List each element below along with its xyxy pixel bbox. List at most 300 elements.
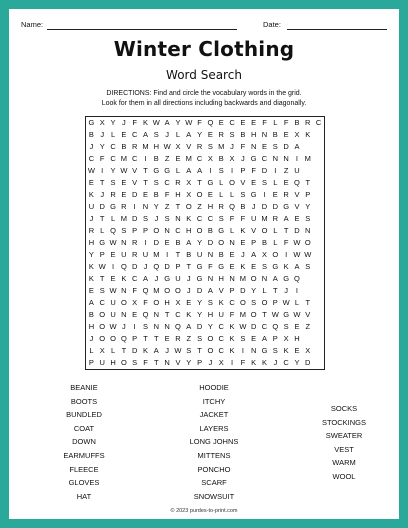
grid-letter[interactable]: E (240, 118, 246, 128)
grid-letter[interactable]: S (229, 130, 235, 140)
grid-letter[interactable]: C (229, 118, 235, 128)
grid-letter[interactable]: Z (197, 202, 202, 212)
grid-letter[interactable]: N (229, 238, 235, 248)
grid-letter[interactable]: J (143, 262, 148, 272)
grid-letter[interactable]: B (261, 238, 267, 248)
grid-letter[interactable]: C (207, 214, 214, 224)
grid-letter[interactable]: C (131, 130, 138, 140)
grid-letter[interactable]: G (207, 178, 214, 188)
grid-letter[interactable]: S (186, 346, 192, 356)
grid-letter[interactable]: S (305, 262, 311, 272)
grid-letter[interactable]: N (175, 214, 181, 224)
grid-letter[interactable]: S (261, 178, 267, 188)
grid-letter[interactable]: O (207, 346, 214, 356)
grid-letter[interactable]: L (110, 346, 116, 356)
grid-letter[interactable]: N (272, 154, 279, 164)
grid-letter[interactable]: L (219, 190, 224, 200)
grid-letter[interactable]: E (294, 346, 300, 356)
grid-letter[interactable]: A (142, 130, 148, 140)
grid-letter[interactable]: P (272, 334, 278, 344)
grid-letter[interactable]: Y (305, 202, 311, 212)
grid-letter[interactable]: O (99, 322, 106, 332)
grid-letter[interactable]: K (283, 262, 289, 272)
grid-letter[interactable]: X (186, 190, 192, 200)
grid-letter[interactable]: L (273, 118, 278, 128)
grid-letter[interactable]: H (250, 130, 257, 140)
grid-letter[interactable]: B (153, 190, 159, 200)
grid-letter[interactable]: H (175, 190, 181, 200)
grid-letter[interactable]: D (294, 226, 300, 236)
grid-letter[interactable]: E (110, 274, 116, 284)
grid-letter[interactable]: O (153, 226, 160, 236)
grid-letter[interactable]: U (196, 250, 203, 260)
grid-letter[interactable]: F (229, 214, 235, 224)
grid-letter[interactable]: S (272, 346, 278, 356)
grid-letter[interactable]: A (261, 334, 267, 344)
grid-letter[interactable]: W (239, 322, 247, 332)
grid-letter[interactable]: R (175, 178, 181, 188)
grid-letter[interactable]: F (143, 358, 148, 368)
grid-letter[interactable]: B (218, 250, 224, 260)
grid-letter[interactable]: P (132, 226, 138, 236)
grid-letter[interactable]: I (209, 166, 212, 176)
grid-letter[interactable]: X (175, 298, 181, 308)
grid-letter[interactable]: W (109, 238, 117, 248)
grid-letter[interactable]: F (283, 118, 289, 128)
grid-letter[interactable]: Q (229, 202, 235, 212)
grid-letter[interactable]: E (251, 178, 257, 188)
grid-letter[interactable]: Y (197, 310, 203, 320)
grid-letter[interactable]: W (293, 310, 301, 320)
grid-letter[interactable]: K (218, 298, 224, 308)
grid-letter[interactable]: N (121, 310, 127, 320)
grid-letter[interactable]: I (144, 154, 147, 164)
grid-letter[interactable]: I (133, 322, 136, 332)
grid-letter[interactable]: O (218, 238, 225, 248)
grid-letter[interactable]: Q (142, 286, 149, 296)
grid-letter[interactable]: E (175, 154, 181, 164)
grid-letter[interactable]: G (272, 262, 279, 272)
grid-letter[interactable]: L (273, 238, 278, 248)
grid-letter[interactable]: J (154, 214, 159, 224)
grid-letter[interactable]: G (261, 346, 268, 356)
grid-letter[interactable]: I (230, 166, 234, 176)
grid-letter[interactable]: E (240, 238, 246, 248)
grid-letter[interactable]: G (164, 274, 171, 284)
grid-letter[interactable]: E (121, 178, 127, 188)
grid-letter[interactable]: E (207, 190, 213, 200)
grid-letter[interactable]: O (185, 202, 192, 212)
grid-letter[interactable]: T (143, 178, 148, 188)
grid-letter[interactable]: A (207, 286, 213, 296)
grid-letter[interactable]: P (197, 358, 203, 368)
grid-letter[interactable]: V (305, 310, 311, 320)
grid-letter[interactable]: D (131, 190, 138, 200)
grid-letter[interactable]: J (284, 286, 288, 296)
grid-letter[interactable]: E (132, 310, 138, 320)
grid-letter[interactable]: K (229, 346, 235, 356)
grid-letter[interactable]: B (186, 250, 192, 260)
grid-letter[interactable]: M (120, 214, 127, 224)
grid-letter[interactable]: H (186, 226, 192, 236)
grid-letter[interactable]: O (261, 226, 268, 236)
grid-letter[interactable]: R (196, 142, 203, 152)
grid-letter[interactable]: E (142, 190, 148, 200)
grid-letter[interactable]: K (240, 262, 246, 272)
grid-letter[interactable]: C (218, 346, 224, 356)
grid-letter[interactable]: I (166, 250, 169, 260)
grid-letter[interactable]: P (88, 358, 94, 368)
grid-letter[interactable]: A (272, 274, 278, 284)
grid-letter[interactable]: S (164, 214, 170, 224)
grid-letter[interactable]: U (294, 166, 300, 176)
grid-letter[interactable]: W (109, 286, 117, 296)
grid-letter[interactable]: M (153, 286, 160, 296)
grid-letter[interactable]: K (88, 274, 94, 284)
grid-letter[interactable]: C (175, 310, 181, 320)
grid-letter[interactable]: W (293, 250, 301, 260)
grid-letter[interactable]: T (143, 334, 148, 344)
grid-letter[interactable]: Y (251, 286, 257, 296)
grid-letter[interactable]: S (197, 334, 203, 344)
grid-letter[interactable]: Q (142, 310, 149, 320)
grid-letter[interactable]: K (261, 358, 267, 368)
grid-letter[interactable]: F (143, 298, 148, 308)
grid-letter[interactable]: Y (88, 250, 94, 260)
grid-letter[interactable]: S (218, 214, 224, 224)
grid-letter[interactable]: E (164, 334, 170, 344)
grid-letter[interactable]: B (121, 142, 127, 152)
grid-letter[interactable]: C (131, 274, 138, 284)
grid-letter[interactable]: X (261, 250, 267, 260)
grid-letter[interactable]: L (273, 226, 278, 236)
grid-letter[interactable]: X (175, 142, 181, 152)
grid-letter[interactable]: S (153, 130, 159, 140)
grid-letter[interactable]: X (305, 346, 311, 356)
grid-letter[interactable]: G (153, 166, 160, 176)
grid-letter[interactable]: E (121, 190, 127, 200)
grid-letter[interactable]: M (218, 142, 225, 152)
grid-letter[interactable]: P (240, 166, 246, 176)
grid-letter[interactable]: T (175, 250, 181, 260)
grid-letter[interactable]: E (261, 142, 267, 152)
grid-letter[interactable]: F (132, 286, 137, 296)
grid-letter[interactable]: B (153, 154, 159, 164)
grid-letter[interactable]: I (285, 250, 288, 260)
grid-letter[interactable]: Q (207, 118, 214, 128)
grid-letter[interactable]: D (305, 358, 311, 368)
grid-letter[interactable]: N (153, 310, 160, 320)
grid-letter[interactable]: G (283, 274, 290, 284)
grid-letter[interactable]: R (283, 190, 289, 200)
grid-letter[interactable]: H (207, 310, 214, 320)
grid-letter[interactable]: I (133, 202, 136, 212)
grid-letter[interactable]: U (88, 202, 95, 212)
grid-letter[interactable]: G (218, 226, 225, 236)
grid-letter[interactable]: T (154, 334, 159, 344)
grid-letter[interactable]: Y (197, 130, 203, 140)
grid-letter[interactable]: A (142, 274, 148, 284)
grid-letter[interactable]: I (144, 238, 147, 248)
grid-letter[interactable]: H (218, 274, 224, 284)
grid-letter[interactable]: W (271, 310, 279, 320)
grid-letter[interactable]: W (98, 262, 106, 272)
grid-letter[interactable]: N (121, 286, 127, 296)
grid-letter[interactable]: U (175, 274, 181, 284)
grid-letter[interactable]: S (132, 358, 138, 368)
grid-letter[interactable]: I (295, 154, 298, 164)
grid-letter[interactable]: T (121, 346, 127, 356)
grid-letter[interactable]: C (110, 142, 116, 152)
grid-letter[interactable]: O (153, 298, 160, 308)
grid-letter[interactable]: S (153, 178, 159, 188)
grid-letter[interactable]: U (218, 310, 224, 320)
grid-letter[interactable]: K (88, 190, 94, 200)
grid-letter[interactable]: L (229, 226, 235, 236)
grid-letter[interactable]: F (132, 118, 137, 128)
grid-letter[interactable]: M (153, 250, 160, 260)
grid-letter[interactable]: K (229, 334, 235, 344)
grid-letter[interactable]: L (262, 286, 267, 296)
grid-letter[interactable]: D (153, 238, 160, 248)
grid-letter[interactable]: I (241, 346, 244, 356)
grid-letter[interactable]: H (294, 334, 300, 344)
grid-letter[interactable]: K (251, 358, 257, 368)
grid-letter[interactable]: X (99, 118, 105, 128)
grid-letter[interactable]: Z (164, 202, 170, 212)
grid-letter[interactable]: T (99, 274, 105, 284)
grid-letter[interactable]: X (186, 178, 192, 188)
grid-letter[interactable]: O (164, 286, 171, 296)
grid-letter[interactable]: R (305, 118, 311, 128)
grid-letter[interactable]: Y (153, 202, 159, 212)
grid-letter[interactable]: Q (153, 262, 160, 272)
grid-letter[interactable]: T (99, 178, 105, 188)
grid-letter[interactable]: X (229, 154, 235, 164)
grid-letter[interactable]: S (99, 286, 105, 296)
grid-letter[interactable]: W (304, 250, 312, 260)
grid-letter[interactable]: L (273, 178, 278, 188)
grid-letter[interactable]: Y (294, 358, 300, 368)
grid-letter[interactable]: T (164, 310, 170, 320)
grid-letter[interactable]: F (164, 190, 170, 200)
grid-letter[interactable]: D (261, 166, 268, 176)
grid-letter[interactable]: Y (110, 118, 116, 128)
grid-letter[interactable]: V (186, 142, 192, 152)
grid-letter[interactable]: D (164, 262, 170, 272)
grid-letter[interactable]: G (88, 118, 95, 128)
grid-letter[interactable]: Y (99, 142, 105, 152)
grid-letter[interactable]: T (143, 166, 148, 176)
grid-letter[interactable]: P (175, 262, 181, 272)
grid-letter[interactable]: B (294, 118, 300, 128)
grid-letter[interactable]: O (110, 334, 116, 344)
grid-letter[interactable]: D (240, 286, 246, 296)
grid-letter[interactable]: D (99, 202, 105, 212)
grid-letter[interactable]: J (89, 214, 94, 224)
grid-letter[interactable]: J (240, 250, 245, 260)
grid-letter[interactable]: S (142, 214, 148, 224)
grid-letter[interactable]: P (305, 190, 311, 200)
grid-letter[interactable]: C (131, 154, 138, 164)
grid-letter[interactable]: V (240, 178, 246, 188)
grid-letter[interactable]: O (272, 250, 279, 260)
grid-letter[interactable]: T (305, 298, 311, 308)
grid-letter[interactable]: W (185, 118, 193, 128)
grid-letter[interactable]: J (100, 130, 105, 140)
grid-letter[interactable]: T (197, 346, 202, 356)
grid-letter[interactable]: S (272, 142, 278, 152)
grid-letter[interactable]: K (186, 310, 192, 320)
grid-letter[interactable]: T (262, 310, 267, 320)
grid-letter[interactable]: O (120, 298, 127, 308)
grid-letter[interactable]: Y (207, 322, 213, 332)
grid-letter[interactable]: J (230, 142, 234, 152)
grid-letter[interactable]: J (154, 274, 159, 284)
grid-letter[interactable]: C (196, 214, 203, 224)
grid-letter[interactable]: D (196, 322, 203, 332)
grid-letter[interactable]: G (110, 202, 116, 212)
grid-letter[interactable]: V (218, 286, 224, 296)
grid-letter[interactable]: V (294, 190, 300, 200)
grid-letter[interactable]: X (294, 130, 300, 140)
grid-letter[interactable]: M (261, 214, 268, 224)
grid-letter[interactable]: N (229, 274, 235, 284)
grid-letter[interactable]: U (142, 250, 149, 260)
grid-letter[interactable]: W (87, 166, 95, 176)
grid-letter[interactable]: L (294, 298, 300, 308)
grid-letter[interactable]: S (110, 178, 116, 188)
grid-letter[interactable]: B (88, 130, 94, 140)
grid-letter[interactable]: T (197, 178, 202, 188)
grid-letter[interactable]: E (294, 214, 300, 224)
grid-letter[interactable]: N (207, 250, 214, 260)
grid-letter[interactable]: D (131, 262, 138, 272)
grid-letter[interactable]: B (88, 310, 94, 320)
grid-letter[interactable]: B (207, 226, 213, 236)
grid-letter[interactable]: C (175, 226, 181, 236)
grid-letter[interactable]: U (110, 298, 116, 308)
grid-letter[interactable]: J (208, 358, 213, 368)
grid-letter[interactable]: O (99, 310, 106, 320)
grid-letter[interactable]: T (99, 214, 105, 224)
grid-letter[interactable]: F (208, 262, 213, 272)
grid-letter[interactable]: I (101, 166, 104, 176)
grid-letter[interactable]: Y (197, 238, 203, 248)
grid-letter[interactable]: L (110, 130, 116, 140)
grid-letter[interactable]: J (165, 130, 169, 140)
grid-letter[interactable]: S (251, 298, 257, 308)
grid-letter[interactable]: J (251, 202, 256, 212)
grid-letter[interactable]: M (239, 310, 246, 320)
grid-letter[interactable]: F (262, 118, 267, 128)
grid-letter[interactable]: O (250, 274, 257, 284)
grid-letter[interactable]: P (132, 334, 138, 344)
grid-letter[interactable]: F (99, 154, 105, 164)
grid-letter[interactable]: W (163, 142, 171, 152)
grid-letter[interactable]: L (89, 346, 94, 356)
grid-letter[interactable]: L (219, 178, 224, 188)
grid-letter[interactable]: V (132, 166, 138, 176)
grid-letter[interactable]: V (132, 178, 138, 188)
grid-letter[interactable]: V (251, 226, 257, 236)
grid-letter[interactable]: J (89, 142, 94, 152)
grid-letter[interactable]: K (88, 262, 94, 272)
grid-letter[interactable]: K (229, 322, 235, 332)
grid-letter[interactable]: N (261, 274, 268, 284)
grid-letter[interactable]: J (165, 346, 169, 356)
grid-letter[interactable]: F (197, 118, 202, 128)
grid-letter[interactable]: Y (110, 166, 116, 176)
grid-letter[interactable]: E (207, 130, 213, 140)
grid-letter[interactable]: J (89, 334, 94, 344)
grid-letter[interactable]: R (131, 142, 138, 152)
grid-letter[interactable]: B (272, 130, 278, 140)
grid-letter[interactable]: N (164, 322, 170, 332)
grid-letter[interactable]: C (261, 154, 268, 164)
grid-letter[interactable]: S (305, 214, 311, 224)
grid-letter[interactable]: N (305, 226, 311, 236)
grid-letter[interactable]: E (283, 130, 289, 140)
grid-letter[interactable]: R (218, 130, 224, 140)
grid-letter[interactable]: T (175, 202, 181, 212)
grid-letter[interactable]: Z (186, 334, 192, 344)
grid-letter[interactable]: Q (294, 274, 300, 284)
grid-letter[interactable]: M (185, 154, 192, 164)
grid-letter[interactable]: H (164, 298, 170, 308)
grid-letter[interactable]: T (273, 286, 278, 296)
grid-letter[interactable]: N (207, 274, 214, 284)
grid-letter[interactable]: E (283, 178, 289, 188)
grid-letter[interactable]: R (88, 226, 95, 236)
grid-letter[interactable]: D (250, 322, 257, 332)
grid-letter[interactable]: Z (283, 166, 289, 176)
grid-letter[interactable]: E (164, 238, 170, 248)
grid-letter[interactable]: A (186, 166, 192, 176)
grid-letter[interactable]: O (99, 334, 106, 344)
grid-letter[interactable]: A (283, 214, 289, 224)
grid-letter[interactable]: P (99, 250, 105, 260)
grid-letter[interactable]: G (196, 262, 203, 272)
grid-letter[interactable]: J (186, 286, 191, 296)
grid-letter[interactable]: E (272, 190, 278, 200)
grid-letter[interactable]: U (121, 250, 127, 260)
grid-letter[interactable]: M (120, 154, 127, 164)
grid-letter[interactable]: Q (120, 334, 127, 344)
grid-letter[interactable]: X (283, 334, 289, 344)
grid-letter[interactable]: L (110, 214, 116, 224)
grid-letter[interactable]: E (186, 298, 192, 308)
grid-letter[interactable]: C (283, 358, 289, 368)
grid-letter[interactable]: F (283, 238, 289, 248)
grid-letter[interactable]: B (240, 130, 246, 140)
grid-letter[interactable]: X (207, 154, 213, 164)
grid-letter[interactable]: I (295, 286, 298, 296)
grid-letter[interactable]: E (110, 250, 116, 260)
grid-letter[interactable]: H (110, 358, 116, 368)
grid-letter[interactable]: S (261, 262, 267, 272)
grid-letter[interactable]: E (251, 118, 257, 128)
grid-letter[interactable]: A (88, 298, 94, 308)
grid-letter[interactable]: C (196, 154, 203, 164)
grid-letter[interactable]: A (294, 142, 300, 152)
grid-letter[interactable]: W (152, 118, 160, 128)
grid-letter[interactable]: O (250, 310, 257, 320)
grid-letter[interactable]: Z (164, 154, 170, 164)
grid-letter[interactable]: A (153, 346, 159, 356)
grid-letter[interactable]: D (261, 202, 268, 212)
grid-letter[interactable]: W (293, 238, 301, 248)
